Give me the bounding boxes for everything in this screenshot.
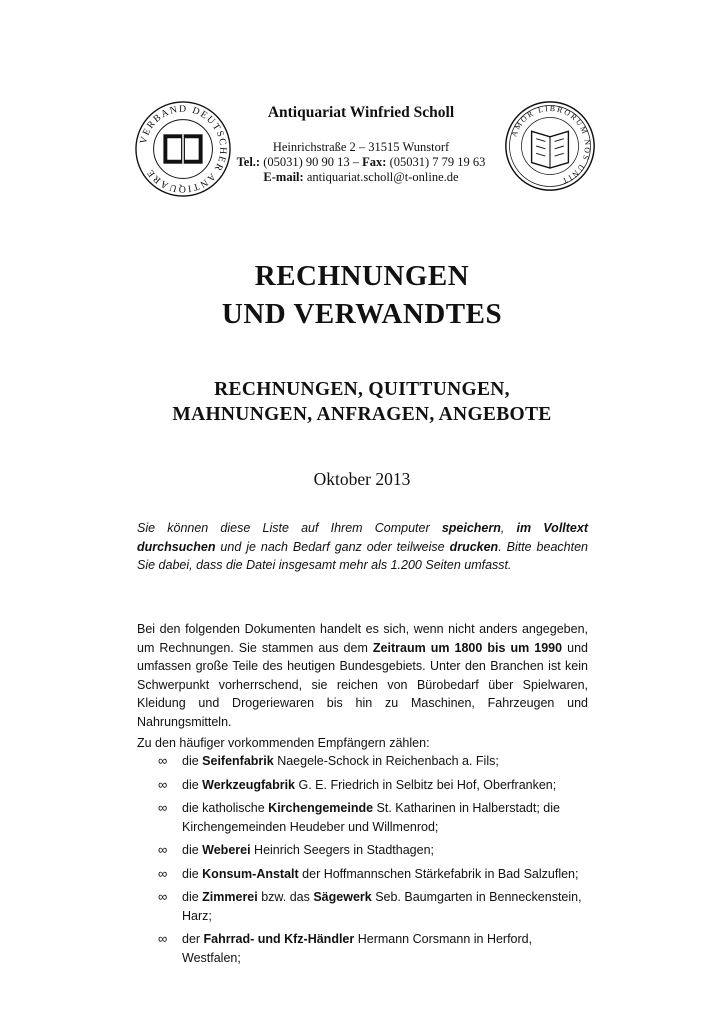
company-name: Antiquariat Winfried Scholl bbox=[267, 104, 455, 121]
list-item: ∞ die katholische Kirchengemeinde St. Katharinen in Halberstadt; die Kirchengemeinden Heudeber und Willmenrod; bbox=[158, 800, 560, 834]
title-line-1: RECHNUNGEN bbox=[254, 260, 470, 292]
document-date: Oktober 2013 bbox=[313, 469, 411, 489]
infinity-bullet-icon: ∞ bbox=[158, 865, 168, 881]
amor-librorum-seal-icon bbox=[504, 100, 596, 192]
company-phone-fax: Tel.: (05031) 90 90 13 – Fax: (05031) 7 79 19 63 bbox=[236, 155, 486, 169]
description-paragraph: Bei den folgenden Dokumenten handelt es sich, wenn nicht anders angegeben, um Rechnungen. Sie stammen aus dem Zeitraum um 1800 bis um 1990 und umfassen große Teile des heutigen Bundesgebiets. Unter den Branchen ist kein Schwerpunkt vorherrschend, sie reichen von Bürobedarf über Spielwaren, Kleidung und Drogeriewaren bis hin zu Maschinen, Fahrzeugen und Nahrungsmitteln. bbox=[137, 622, 588, 729]
letterhead bbox=[130, 96, 596, 206]
verband-deutscher-antiquare-seal-icon bbox=[134, 100, 232, 198]
infinity-bullet-icon: ∞ bbox=[158, 800, 168, 815]
list-item: ∞ die Zimmerei bzw. das Sägewerk Seb. Baumgarten in Benneckenstein, Harz; bbox=[158, 889, 582, 923]
list-item: ∞ die Seifenfabrik Naegele-Schock in Reichenbach a. Fils; bbox=[137, 752, 588, 771]
list-item: ∞ der Fahrrad- und Kfz-Händler Hermann Corsmann in Herford, Westfalen; bbox=[158, 931, 533, 965]
document-subtitle bbox=[0, 377, 724, 427]
subtitle-line-1: RECHNUNGEN, QUITTUNGEN, bbox=[214, 379, 510, 400]
infinity-bullet-icon: ∞ bbox=[158, 889, 168, 904]
svg-text:VERBAND DEUTSCHER ANTIQUARE: VERBAND DEUTSCHER ANTIQUARE bbox=[138, 103, 229, 195]
document-title bbox=[0, 257, 724, 333]
company-address: Heinrichstraße 2 – 31515 Wunstorf bbox=[272, 140, 450, 154]
subtitle-line-2: MAHNUNGEN, ANFRAGEN, ANGEBOTE bbox=[172, 404, 552, 425]
company-email: E-mail: antiquariat.scholl@t-online.de bbox=[263, 170, 459, 184]
intro-note: Sie können diese Liste auf Ihrem Computer speichern, im Volltext durchsuchen und je nach Bedarf ganz oder teilweise drucken. Bitte beachten Sie dabei, dass die Datei insgesamt mehr als 1.200 Seiten umfasst. bbox=[137, 521, 588, 572]
recipients-heading: Zu den häufiger vorkommenden Empfängern zählen: bbox=[137, 736, 430, 750]
infinity-bullet-icon: ∞ bbox=[158, 842, 168, 857]
recipients-list bbox=[137, 752, 588, 972]
list-item: ∞ die Konsum-Anstalt der Hoffmannschen Stärkefabrik in Bad Salzuflen; bbox=[137, 865, 588, 884]
list-item: ∞ die Werkzeugfabrik G. E. Friedrich in Selbitz bei Hof, Oberfranken; bbox=[137, 776, 588, 795]
company-block bbox=[230, 104, 492, 185]
svg-text:AMOR LIBRORUM NOS UNIT: AMOR LIBRORUM NOS UNIT bbox=[509, 103, 593, 187]
title-line-2: UND VERWANDTES bbox=[221, 298, 503, 330]
infinity-bullet-icon: ∞ bbox=[158, 776, 168, 792]
list-item: ∞ die Weberei Heinrich Seegers in Stadthagen; bbox=[137, 841, 588, 860]
infinity-bullet-icon: ∞ bbox=[158, 753, 168, 768]
infinity-bullet-icon: ∞ bbox=[158, 931, 168, 946]
